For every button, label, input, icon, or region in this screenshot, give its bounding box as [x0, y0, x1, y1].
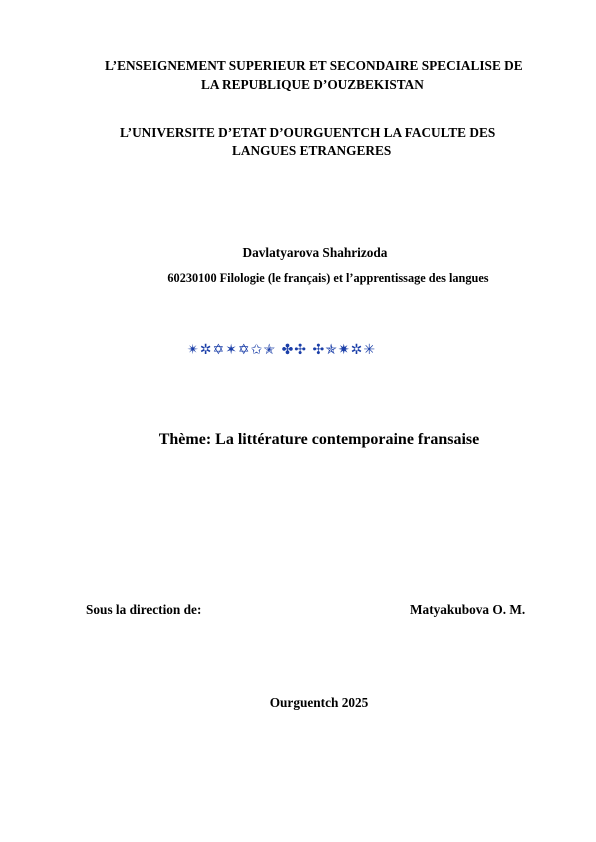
study-program: 60230100 Filologie (le français) et l’apprentissage des langues: [167, 271, 489, 285]
supervision-label: Sous la direction de:: [86, 602, 202, 617]
university-title-line-1: L’UNIVERSITE D’ETAT D’OURGUENTCH LA FACULTE DES: [120, 125, 496, 140]
decorative-ornament: ✴✲✡✶✡✩✭ ✤✣ ✣✯✷✲✳: [187, 342, 377, 358]
supervisor-name: Matyakubova O. M.: [410, 602, 526, 617]
ministry-title-line-2: LA REPUBLIQUE D’OUZBEKISTAN: [201, 77, 424, 92]
university-title-line-2: LANGUES ETRANGERES: [232, 143, 392, 158]
ministry-title-line-1: L’ENSEIGNEMENT SUPERIEUR ET SECONDAIRE SPECIALISE DE: [105, 58, 523, 73]
place-and-year: Ourguentch 2025: [269, 695, 369, 710]
student-name: Davlatyarova Shahrizoda: [242, 245, 388, 260]
thesis-theme: Thème: La littérature contemporaine fransaise: [158, 431, 480, 448]
